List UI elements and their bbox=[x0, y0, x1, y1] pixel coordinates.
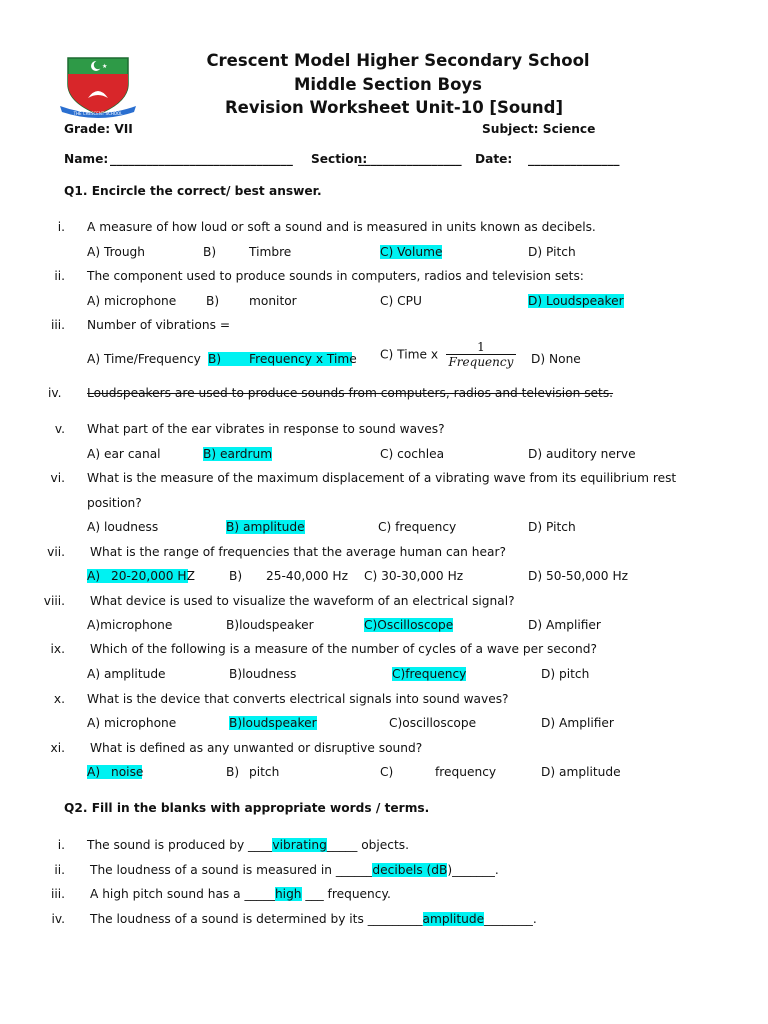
svg-text:★: ★ bbox=[102, 63, 108, 70]
q1-question: What part of the ear vibrates in response to sound waves? bbox=[87, 422, 445, 436]
q1-question: A measure of how loud or soft a sound and is measured in units known as decibels. bbox=[87, 220, 596, 234]
option-c-text: C) Time x bbox=[380, 347, 439, 362]
option-b-text[interactable]: Timbre bbox=[249, 245, 292, 259]
q1-number: ix. bbox=[50, 642, 65, 656]
grade-label: Grade: VII bbox=[64, 122, 133, 136]
option-a[interactable]: A) Trough bbox=[87, 245, 146, 259]
section-label: Section: bbox=[311, 152, 368, 166]
q1-question: What is the measure of the maximum displacement of a vibrating wave from its equilibrium rest bbox=[87, 471, 677, 485]
option-b[interactable]: B) bbox=[226, 765, 240, 779]
name-blank[interactable]: ______________________________ bbox=[110, 152, 293, 166]
option-b-answer[interactable]: B) eardrum bbox=[203, 447, 273, 461]
option-a[interactable]: A) loudness bbox=[87, 520, 159, 534]
option-c[interactable]: C) cochlea bbox=[380, 447, 445, 461]
q1-question: What is the range of frequencies that the average human can hear? bbox=[90, 545, 506, 559]
q1-number: v. bbox=[54, 422, 65, 436]
q2-heading: Q2. Fill in the blanks with appropriate words / terms. bbox=[64, 801, 430, 815]
option-a-text: noise bbox=[111, 765, 144, 779]
option-b[interactable]: B) bbox=[229, 569, 243, 583]
option-b-text[interactable]: pitch bbox=[249, 765, 280, 779]
option-a[interactable]: A)microphone bbox=[87, 618, 173, 632]
school-name: Crescent Model Higher Secondary School bbox=[206, 51, 590, 70]
q1-number: xi. bbox=[50, 741, 65, 755]
q2-pre: The sound is produced by ____ bbox=[87, 838, 273, 852]
option-d-answer[interactable]: D) Loudspeaker bbox=[528, 294, 624, 308]
q2-post: ___ frequency. bbox=[301, 887, 391, 901]
option-b-answer[interactable]: B)loudspeaker bbox=[229, 716, 317, 730]
q2-post: ________. bbox=[484, 912, 537, 926]
option-b-text[interactable]: monitor bbox=[249, 294, 297, 308]
date-blank[interactable]: _______________ bbox=[528, 152, 620, 166]
q1-number: viii. bbox=[43, 594, 65, 608]
option-d[interactable]: D) Amplifier bbox=[541, 716, 614, 730]
q1-question: What is the device that converts electrical signals into sound waves? bbox=[87, 692, 509, 706]
q1-question: Which of the following is a measure of the number of cycles of a wave per second? bbox=[90, 642, 597, 656]
fraction-numerator: 1 bbox=[477, 340, 485, 354]
q2-pre: A high pitch sound has a _____ bbox=[90, 887, 275, 901]
option-a[interactable]: A) ear canal bbox=[87, 447, 161, 461]
option-d[interactable]: D) 50-50,000 Hz bbox=[528, 569, 628, 583]
section-title: Middle Section Boys bbox=[293, 75, 482, 94]
option-c[interactable]: C)oscilloscope bbox=[389, 716, 477, 730]
option-c[interactable]: C) frequency bbox=[378, 520, 457, 534]
option-a: A) bbox=[87, 569, 101, 583]
option-d[interactable]: D) pitch bbox=[541, 667, 590, 681]
option-c-answer[interactable]: C)Oscilloscope bbox=[364, 618, 454, 632]
worksheet-title: Revision Worksheet Unit-10 [Sound] bbox=[224, 98, 564, 117]
q2-number: iii. bbox=[50, 887, 65, 901]
q1-number: vii. bbox=[47, 545, 65, 559]
option-a[interactable]: A) Time/Frequency bbox=[87, 352, 201, 366]
option-b[interactable]: B)loudness bbox=[229, 667, 297, 681]
q1-number: x. bbox=[53, 692, 65, 706]
name-label: Name: bbox=[64, 152, 109, 166]
q1-question: What is defined as any unwanted or disruptive sound? bbox=[90, 741, 423, 755]
fraction bbox=[446, 340, 516, 369]
q2-number: iv. bbox=[51, 912, 65, 926]
option-b-answer[interactable] bbox=[208, 352, 357, 366]
option-c-answer[interactable]: C) Volume bbox=[380, 245, 443, 259]
q1-number: iii. bbox=[50, 318, 65, 332]
q1-question: Number of vibrations = bbox=[87, 318, 231, 332]
q2-number: ii. bbox=[54, 863, 65, 877]
q2-answer[interactable]: decibels (dB bbox=[372, 863, 448, 877]
q2-post: )_______. bbox=[447, 863, 499, 877]
q1-number: i. bbox=[57, 220, 65, 234]
q1-question-cont: position? bbox=[87, 496, 142, 510]
q1-number: ii. bbox=[54, 269, 65, 283]
option-d[interactable]: D) Pitch bbox=[528, 245, 576, 259]
option-d[interactable]: D) amplitude bbox=[541, 765, 621, 779]
option-c[interactable] bbox=[380, 340, 516, 369]
q2-post: _____ objects. bbox=[326, 838, 409, 852]
q2-pre: The loudness of a sound is measured in ______ bbox=[90, 863, 373, 877]
q2-sentence bbox=[90, 912, 537, 926]
option-a-answer[interactable] bbox=[87, 765, 142, 779]
q1-heading: Q1. Encircle the correct/ best answer. bbox=[64, 184, 322, 198]
option-b: B) bbox=[208, 352, 222, 366]
q1-number: iv. bbox=[48, 386, 62, 400]
option-b-answer[interactable]: B) amplitude bbox=[226, 520, 305, 534]
option-a[interactable]: A) microphone bbox=[87, 294, 177, 308]
option-a: A) bbox=[87, 765, 101, 779]
q2-answer[interactable]: high bbox=[274, 887, 302, 901]
option-d[interactable]: D) Amplifier bbox=[528, 618, 601, 632]
option-c[interactable]: C) bbox=[380, 765, 394, 779]
subject-label: Subject: Science bbox=[482, 122, 596, 136]
option-b[interactable]: B) bbox=[206, 294, 220, 308]
q2-sentence bbox=[87, 838, 409, 852]
option-c[interactable]: C) CPU bbox=[380, 294, 422, 308]
q1-question: What device is used to visualize the waveform of an electrical signal? bbox=[90, 594, 515, 608]
q2-pre: The loudness of a sound is determined by its _________ bbox=[90, 912, 423, 926]
q2-sentence bbox=[90, 887, 391, 901]
option-b[interactable]: B)loudspeaker bbox=[226, 618, 314, 632]
option-a-text: 20-20,000 HZ bbox=[111, 569, 195, 583]
option-b-text: Frequency x Time bbox=[249, 352, 357, 366]
option-a-answer[interactable] bbox=[87, 569, 195, 583]
q2-sentence bbox=[90, 863, 499, 877]
q1-number: vi. bbox=[50, 471, 65, 485]
logo-text: THE CRESCENT SCHOOL bbox=[73, 111, 123, 116]
option-c-answer[interactable]: C)frequency bbox=[392, 667, 467, 681]
option-d[interactable]: D) Pitch bbox=[528, 520, 576, 534]
option-a[interactable]: A) microphone bbox=[87, 716, 177, 730]
q1-question: Loudspeakers are used to produce sounds from computers, radios and television sets. bbox=[87, 386, 614, 400]
fraction-denominator: Frequency bbox=[448, 355, 514, 369]
option-d[interactable]: D) auditory nerve bbox=[528, 447, 636, 461]
option-c[interactable]: C) 30-30,000 Hz bbox=[364, 569, 464, 583]
struck-question bbox=[48, 386, 614, 400]
q1-question: The component used to produce sounds in computers, radios and television sets: bbox=[87, 269, 584, 283]
option-c-text[interactable]: frequency bbox=[435, 765, 497, 779]
q2-answer[interactable]: amplitude bbox=[422, 912, 485, 926]
q2-answer[interactable]: vibrating bbox=[272, 838, 327, 852]
option-b-text[interactable]: 25-40,000 Hz bbox=[266, 569, 348, 583]
option-b[interactable]: B) bbox=[203, 245, 217, 259]
section-blank[interactable]: _________________ bbox=[358, 152, 462, 166]
option-a[interactable]: A) amplitude bbox=[87, 667, 166, 681]
option-d[interactable]: D) None bbox=[531, 352, 581, 366]
date-label: Date: bbox=[475, 152, 513, 166]
q2-number: i. bbox=[57, 838, 65, 852]
